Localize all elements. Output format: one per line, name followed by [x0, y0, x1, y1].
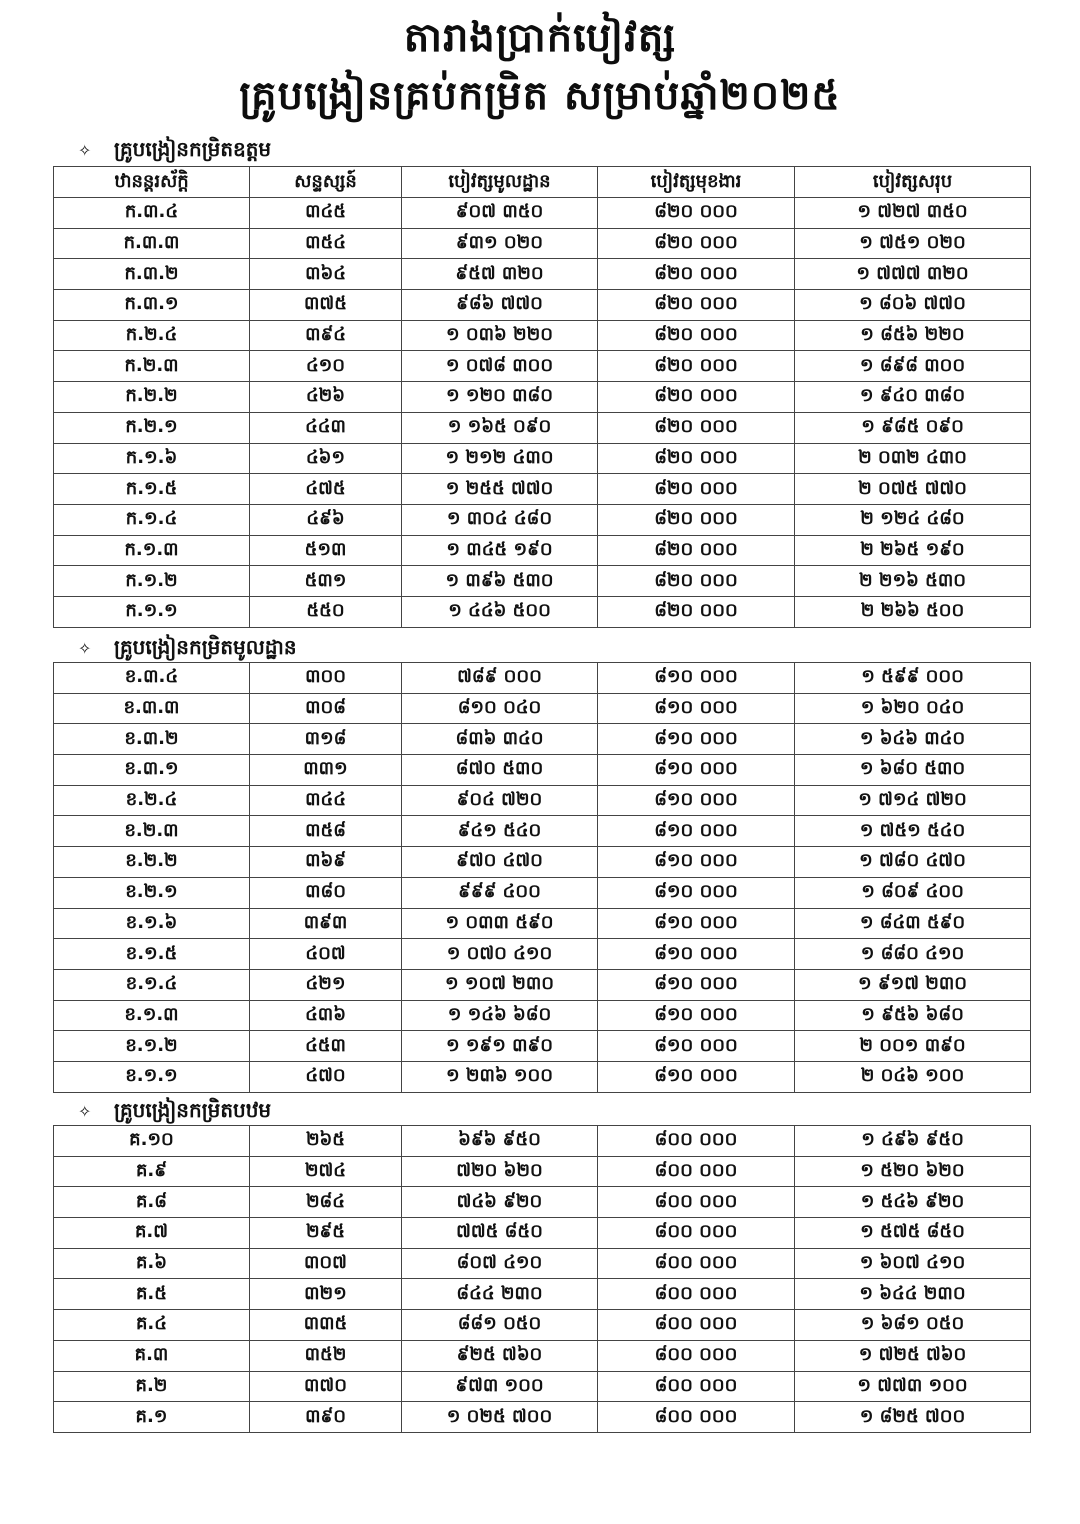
cell-allowance: ៨២០ ០០០ — [598, 504, 795, 535]
cell-grade: ក.១.២ — [54, 566, 250, 597]
cell-index: ៤៧០ — [250, 1061, 402, 1092]
cell-total: ២ ០៧៥ ៧៧០ — [795, 474, 1031, 505]
table-row — [54, 596, 1031, 627]
cell-grade: ក.៣.២ — [54, 259, 250, 290]
cell-total: ១ ៥២០ ៦២០ — [795, 1156, 1031, 1187]
cell-total: ១ ៨៨០ ៤១០ — [795, 939, 1031, 970]
table-row — [54, 474, 1031, 505]
cell-index: ៤៥៣ — [250, 1031, 402, 1062]
cell-index: ៤២១ — [250, 969, 402, 1000]
table-row — [54, 1000, 1031, 1031]
cell-base-salary: ៩០៤ ៧២០ — [402, 785, 598, 816]
table-row — [54, 1218, 1031, 1249]
cell-base-salary: ៨០៧ ៤១០ — [402, 1248, 598, 1279]
cell-grade: ខ.២.២ — [54, 847, 250, 878]
cell-allowance: ៨២០ ០០០ — [598, 351, 795, 382]
cell-grade: គ.៧ — [54, 1218, 250, 1249]
table-row — [54, 443, 1031, 474]
diamond-bullet-icon: ✧ — [78, 141, 92, 160]
cell-grade: ខ.២.៣ — [54, 816, 250, 847]
cell-base-salary: ៩៥៧ ៣២០ — [402, 259, 598, 290]
cell-allowance: ៨០០ ០០០ — [598, 1218, 795, 1249]
cell-allowance: ៨១០ ០០០ — [598, 1000, 795, 1031]
cell-grade: ខ.២.១ — [54, 877, 250, 908]
cell-total: ១ ៥៤៦ ៩២០ — [795, 1187, 1031, 1218]
table-row — [54, 290, 1031, 321]
cell-grade: ខ.១.៤ — [54, 969, 250, 1000]
cell-total: ២ ០៤៦ ១០០ — [795, 1061, 1031, 1092]
cell-allowance: ៨១០ ០០០ — [598, 693, 795, 724]
cell-allowance: ៨១០ ០០០ — [598, 785, 795, 816]
cell-base-salary: ១ ១២០ ៣៨០ — [402, 382, 598, 413]
cell-grade: ក.១.១ — [54, 596, 250, 627]
cell-index: ២៨៤ — [250, 1187, 402, 1218]
cell-total: ១ ៤៩៦ ៩៥០ — [795, 1126, 1031, 1157]
table-row — [54, 351, 1031, 382]
table-row — [54, 724, 1031, 755]
table-row — [54, 259, 1031, 290]
cell-total: ១ ៨៤៣ ៥៩០ — [795, 908, 1031, 939]
table-row — [54, 1310, 1031, 1341]
cell-total: ១ ៨២៥ ៧០០ — [795, 1402, 1031, 1433]
table-row — [54, 198, 1031, 229]
cell-total: ២ ០០១ ៣៩០ — [795, 1031, 1031, 1062]
cell-grade: គ.៨ — [54, 1187, 250, 1218]
section-heading — [78, 1095, 271, 1125]
table-row — [54, 382, 1031, 413]
cell-index: ៣៥៨ — [250, 816, 402, 847]
cell-base-salary: ១ ២៥៥ ៧៧០ — [402, 474, 598, 505]
cell-grade: ក.២.២ — [54, 382, 250, 413]
cell-allowance: ៨២០ ០០០ — [598, 412, 795, 443]
cell-base-salary: ៩៣១ ០២០ — [402, 228, 598, 259]
cell-index: ៥៣១ — [250, 566, 402, 597]
cell-base-salary: ១ ១៦៥ ០៩០ — [402, 412, 598, 443]
cell-total: ១ ៧៥១ ៥៤០ — [795, 816, 1031, 847]
table-row — [54, 755, 1031, 786]
cell-index: ៣៩៤ — [250, 320, 402, 351]
cell-allowance: ៨២០ ០០០ — [598, 474, 795, 505]
cell-index: ៥៥០ — [250, 596, 402, 627]
cell-base-salary: ១ ០៣៦ ២២០ — [402, 320, 598, 351]
cell-base-salary: ១ ១០៧ ២៣០ — [402, 969, 598, 1000]
cell-index: ៤៦១ — [250, 443, 402, 474]
cell-allowance: ៨២០ ០០០ — [598, 320, 795, 351]
cell-grade: ក.៣.៣ — [54, 228, 250, 259]
cell-base-salary: ១ ០២៥ ៧០០ — [402, 1402, 598, 1433]
cell-base-salary: ១ ០៣៣ ៥៩០ — [402, 908, 598, 939]
cell-total: ១ ៧៨០ ៤៧០ — [795, 847, 1031, 878]
salary-table-primary — [53, 1125, 1031, 1433]
table-row — [54, 535, 1031, 566]
column-header-grade: ឋានន្តរស័ក្តិ — [54, 167, 250, 198]
cell-grade: គ.៩ — [54, 1156, 250, 1187]
table-row — [54, 663, 1031, 694]
cell-index: ៣៣៥ — [250, 1310, 402, 1341]
table-row — [54, 504, 1031, 535]
cell-base-salary: ៩២៥ ៧៦០ — [402, 1340, 598, 1371]
cell-allowance: ៨០០ ០០០ — [598, 1371, 795, 1402]
cell-base-salary: ១ ០៧៨ ៣០០ — [402, 351, 598, 382]
cell-base-salary: ៩០៧ ៣៥០ — [402, 198, 598, 229]
cell-base-salary: ១ ៣៤៥ ១៩០ — [402, 535, 598, 566]
cell-grade: ក.២.៤ — [54, 320, 250, 351]
cell-allowance: ៨០០ ០០០ — [598, 1402, 795, 1433]
cell-total: ១ ៩៨៥ ០៩០ — [795, 412, 1031, 443]
cell-total: ២ ២៦៦ ៥០០ — [795, 596, 1031, 627]
cell-base-salary: ៦៩៦ ៩៥០ — [402, 1126, 598, 1157]
cell-allowance: ៨០០ ០០០ — [598, 1340, 795, 1371]
salary-table-secondary — [53, 166, 1031, 628]
cell-grade: ខ.១.២ — [54, 1031, 250, 1062]
cell-base-salary: ១ ២៣៦ ១០០ — [402, 1061, 598, 1092]
cell-base-salary: ១ ២១២ ៤៣០ — [402, 443, 598, 474]
cell-total: ១ ៦៤៤ ២៣០ — [795, 1279, 1031, 1310]
cell-base-salary: ១ ១៩១ ៣៩០ — [402, 1031, 598, 1062]
section-heading-label: គ្រូបង្រៀនកម្រិតបឋម — [114, 1098, 272, 1122]
cell-allowance: ៨០០ ០០០ — [598, 1156, 795, 1187]
cell-base-salary: ១ ១៤៦ ៦៨០ — [402, 1000, 598, 1031]
cell-base-salary: ៧៧៥ ៨៥០ — [402, 1218, 598, 1249]
section-heading-label: គ្រូបង្រៀនកម្រិតឧត្តម — [114, 137, 272, 161]
cell-total: ១ ៩៥៦ ៦៨០ — [795, 1000, 1031, 1031]
cell-index: ៣២១ — [250, 1279, 402, 1310]
column-header-base-salary: បៀវត្សមូលដ្ឋាន — [402, 167, 598, 198]
table-row — [54, 969, 1031, 1000]
cell-grade: ក.១.៦ — [54, 443, 250, 474]
cell-grade: គ.៤ — [54, 1310, 250, 1341]
table-row — [54, 1248, 1031, 1279]
cell-grade: ខ.១.៥ — [54, 939, 250, 970]
table-row — [54, 847, 1031, 878]
cell-allowance: ៨២០ ០០០ — [598, 566, 795, 597]
cell-base-salary: ៨៣៦ ៣៤០ — [402, 724, 598, 755]
cell-allowance: ៨១០ ០០០ — [598, 1061, 795, 1092]
cell-total: ១ ៩៤០ ៣៨០ — [795, 382, 1031, 413]
cell-total: ១ ៦២០ ០៤០ — [795, 693, 1031, 724]
table-row — [54, 1402, 1031, 1433]
cell-index: ៣៦៩ — [250, 847, 402, 878]
cell-index: ៣៧៥ — [250, 290, 402, 321]
cell-base-salary: ៩៨៦ ៧៧០ — [402, 290, 598, 321]
cell-index: ៤១០ — [250, 351, 402, 382]
cell-allowance: ៨១០ ០០០ — [598, 877, 795, 908]
cell-base-salary: ៧២០ ៦២០ — [402, 1156, 598, 1187]
table-row — [54, 320, 1031, 351]
cell-grade: ខ.១.១ — [54, 1061, 250, 1092]
cell-base-salary: ៨៤៤ ២៣០ — [402, 1279, 598, 1310]
cell-index: ៤៩៦ — [250, 504, 402, 535]
cell-grade: ខ.៣.៣ — [54, 693, 250, 724]
cell-total: ១ ៧១៤ ៧២០ — [795, 785, 1031, 816]
cell-grade: គ.១០ — [54, 1126, 250, 1157]
document-subtitle: គ្រូបង្រៀនគ្រប់កម្រិត សម្រាប់ឆ្នាំ២០២៥ — [239, 73, 841, 119]
cell-allowance: ៨១០ ០០០ — [598, 847, 795, 878]
table-row — [54, 412, 1031, 443]
table-row — [54, 1371, 1031, 1402]
cell-grade: ខ.៣.១ — [54, 755, 250, 786]
table-row — [54, 1126, 1031, 1157]
cell-allowance: ៨២០ ០០០ — [598, 596, 795, 627]
table-row — [54, 1340, 1031, 1371]
table-row — [54, 1156, 1031, 1187]
cell-allowance: ៨០០ ០០០ — [598, 1279, 795, 1310]
cell-allowance: ៨០០ ០០០ — [598, 1248, 795, 1279]
table-row — [54, 693, 1031, 724]
table-row — [54, 1187, 1031, 1218]
cell-total: ១ ៧៧៧ ៣២០ — [795, 259, 1031, 290]
cell-index: ៣៩០ — [250, 1402, 402, 1433]
cell-index: ៤០៧ — [250, 939, 402, 970]
cell-allowance: ៨១០ ០០០ — [598, 755, 795, 786]
section-heading-label: គ្រូបង្រៀនកម្រិតមូលដ្ឋាន — [114, 635, 297, 659]
cell-index: ៣៤៤ — [250, 785, 402, 816]
cell-total: ២ ០៣២ ៤៣០ — [795, 443, 1031, 474]
cell-index: ៣៤៥ — [250, 198, 402, 229]
cell-grade: ខ.៣.៤ — [54, 663, 250, 694]
cell-grade: ក.២.១ — [54, 412, 250, 443]
cell-grade: គ.៦ — [54, 1248, 250, 1279]
cell-index: ៤៣៦ — [250, 1000, 402, 1031]
cell-base-salary: ៧៨៩ ០០០ — [402, 663, 598, 694]
column-header-index: សន្ទស្សន៍ — [250, 167, 402, 198]
cell-index: ២៧៤ — [250, 1156, 402, 1187]
cell-base-salary: ៩៤១ ៥៤០ — [402, 816, 598, 847]
cell-base-salary: ៨១០ ០៤០ — [402, 693, 598, 724]
cell-total: ១ ៧៥១ ០២០ — [795, 228, 1031, 259]
cell-grade: ក.៣.៤ — [54, 198, 250, 229]
cell-base-salary: ១ ០៧០ ៤១០ — [402, 939, 598, 970]
cell-allowance: ៨២០ ០០០ — [598, 198, 795, 229]
cell-allowance: ៨២០ ០០០ — [598, 382, 795, 413]
table-row — [54, 1279, 1031, 1310]
cell-allowance: ៨២០ ០០០ — [598, 259, 795, 290]
cell-grade: ក.២.៣ — [54, 351, 250, 382]
cell-grade: គ.៥ — [54, 1279, 250, 1310]
cell-total: ១ ៦៤៦ ៣៤០ — [795, 724, 1031, 755]
cell-base-salary: ១ ៣០៤ ៤៨០ — [402, 504, 598, 535]
cell-base-salary: ៨៧០ ៥៣០ — [402, 755, 598, 786]
cell-total: ១ ៨០៦ ៧៧០ — [795, 290, 1031, 321]
cell-allowance: ៨០០ ០០០ — [598, 1310, 795, 1341]
cell-allowance: ៨១០ ០០០ — [598, 939, 795, 970]
cell-allowance: ៨១០ ០០០ — [598, 969, 795, 1000]
table-row — [54, 877, 1031, 908]
cell-grade: ខ.៣.២ — [54, 724, 250, 755]
cell-index: ៣៥៤ — [250, 228, 402, 259]
table-row — [54, 908, 1031, 939]
cell-index: ៤២៦ — [250, 382, 402, 413]
cell-allowance: ៨១០ ០០០ — [598, 908, 795, 939]
cell-allowance: ៨២០ ០០០ — [598, 443, 795, 474]
table-row — [54, 816, 1031, 847]
cell-index: ៣០០ — [250, 663, 402, 694]
cell-grade: គ.១ — [54, 1402, 250, 1433]
cell-total: ១ ៩១៧ ២៣០ — [795, 969, 1031, 1000]
diamond-bullet-icon: ✧ — [78, 639, 92, 658]
cell-base-salary: ៩៩៩ ៤០០ — [402, 877, 598, 908]
cell-allowance: ៨២០ ០០០ — [598, 290, 795, 321]
cell-grade: ក.៣.១ — [54, 290, 250, 321]
cell-index: ៤៧៥ — [250, 474, 402, 505]
cell-grade: ក.១.៣ — [54, 535, 250, 566]
cell-base-salary: ១ ៣៩៦ ៥៣០ — [402, 566, 598, 597]
cell-grade: គ.២ — [54, 1371, 250, 1402]
cell-total: ១ ៥៩៩ ០០០ — [795, 663, 1031, 694]
cell-total: ១ ៨៥៦ ២២០ — [795, 320, 1031, 351]
cell-allowance: ៨២០ ០០០ — [598, 228, 795, 259]
cell-index: ៣៩៣ — [250, 908, 402, 939]
cell-index: ៣៣១ — [250, 755, 402, 786]
cell-index: ៣៥២ — [250, 1340, 402, 1371]
cell-allowance: ៨១០ ០០០ — [598, 663, 795, 694]
table-row — [54, 1031, 1031, 1062]
cell-total: ១ ៧២៥ ៧៦០ — [795, 1340, 1031, 1371]
cell-base-salary: ៨៨១ ០៥០ — [402, 1310, 598, 1341]
cell-index: ៣៦៤ — [250, 259, 402, 290]
document-title: តារាងប្រាក់បៀវត្ស — [403, 15, 677, 61]
cell-index: ៣៧០ — [250, 1371, 402, 1402]
section-heading — [78, 134, 271, 164]
cell-total: ១ ៨០៩ ៤០០ — [795, 877, 1031, 908]
cell-index: ៤៤៣ — [250, 412, 402, 443]
cell-grade: ក.១.៥ — [54, 474, 250, 505]
table-row — [54, 566, 1031, 597]
cell-total: ២ ២១៦ ៥៣០ — [795, 566, 1031, 597]
cell-grade: គ.៣ — [54, 1340, 250, 1371]
cell-total: ២ ២៦៥ ១៩០ — [795, 535, 1031, 566]
cell-total: ២ ១២៤ ៤៨០ — [795, 504, 1031, 535]
cell-grade: ខ.២.៤ — [54, 785, 250, 816]
cell-total: ១ ៧២៧ ៣៥០ — [795, 198, 1031, 229]
cell-index: ៣៨០ — [250, 877, 402, 908]
cell-index: ៥១៣ — [250, 535, 402, 566]
cell-index: ៣១៨ — [250, 724, 402, 755]
cell-total: ១ ៦៨០ ៥៣០ — [795, 755, 1031, 786]
cell-base-salary: ១ ៤៤៦ ៥០០ — [402, 596, 598, 627]
salary-table-lower-secondary — [53, 662, 1031, 1093]
table-row — [54, 785, 1031, 816]
diamond-bullet-icon: ✧ — [78, 1102, 92, 1121]
cell-total: ១ ៦៨១ ០៥០ — [795, 1310, 1031, 1341]
cell-base-salary: ៩៧០ ៤៧០ — [402, 847, 598, 878]
cell-grade: ខ.១.៣ — [54, 1000, 250, 1031]
cell-index: ៣០៨ — [250, 693, 402, 724]
section-heading — [78, 632, 297, 662]
cell-allowance: ៨១០ ០០០ — [598, 724, 795, 755]
cell-total: ១ ៦០៧ ៤១០ — [795, 1248, 1031, 1279]
cell-total: ១ ៥៧៥ ៨៥០ — [795, 1218, 1031, 1249]
cell-allowance: ៨១០ ០០០ — [598, 816, 795, 847]
cell-index: ២៩៥ — [250, 1218, 402, 1249]
cell-index: ៣០៧ — [250, 1248, 402, 1279]
table-row — [54, 228, 1031, 259]
cell-total: ១ ៨៩៨ ៣០០ — [795, 351, 1031, 382]
cell-base-salary: ៧៤៦ ៩២០ — [402, 1187, 598, 1218]
cell-allowance: ៨០០ ០០០ — [598, 1126, 795, 1157]
cell-grade: ក.១.៤ — [54, 504, 250, 535]
table-row — [54, 1061, 1031, 1092]
column-header-total: បៀវត្សសរុប — [795, 167, 1031, 198]
table-row — [54, 939, 1031, 970]
cell-grade: ខ.១.៦ — [54, 908, 250, 939]
cell-index: ២៦៥ — [250, 1126, 402, 1157]
column-header-allowance: បៀវត្សមុខងារ — [598, 167, 795, 198]
cell-allowance: ៨២០ ០០០ — [598, 535, 795, 566]
cell-total: ១ ៧៧៣ ១០០ — [795, 1371, 1031, 1402]
cell-base-salary: ៩៧៣ ១០០ — [402, 1371, 598, 1402]
cell-allowance: ៨០០ ០០០ — [598, 1187, 795, 1218]
cell-allowance: ៨១០ ០០០ — [598, 1031, 795, 1062]
